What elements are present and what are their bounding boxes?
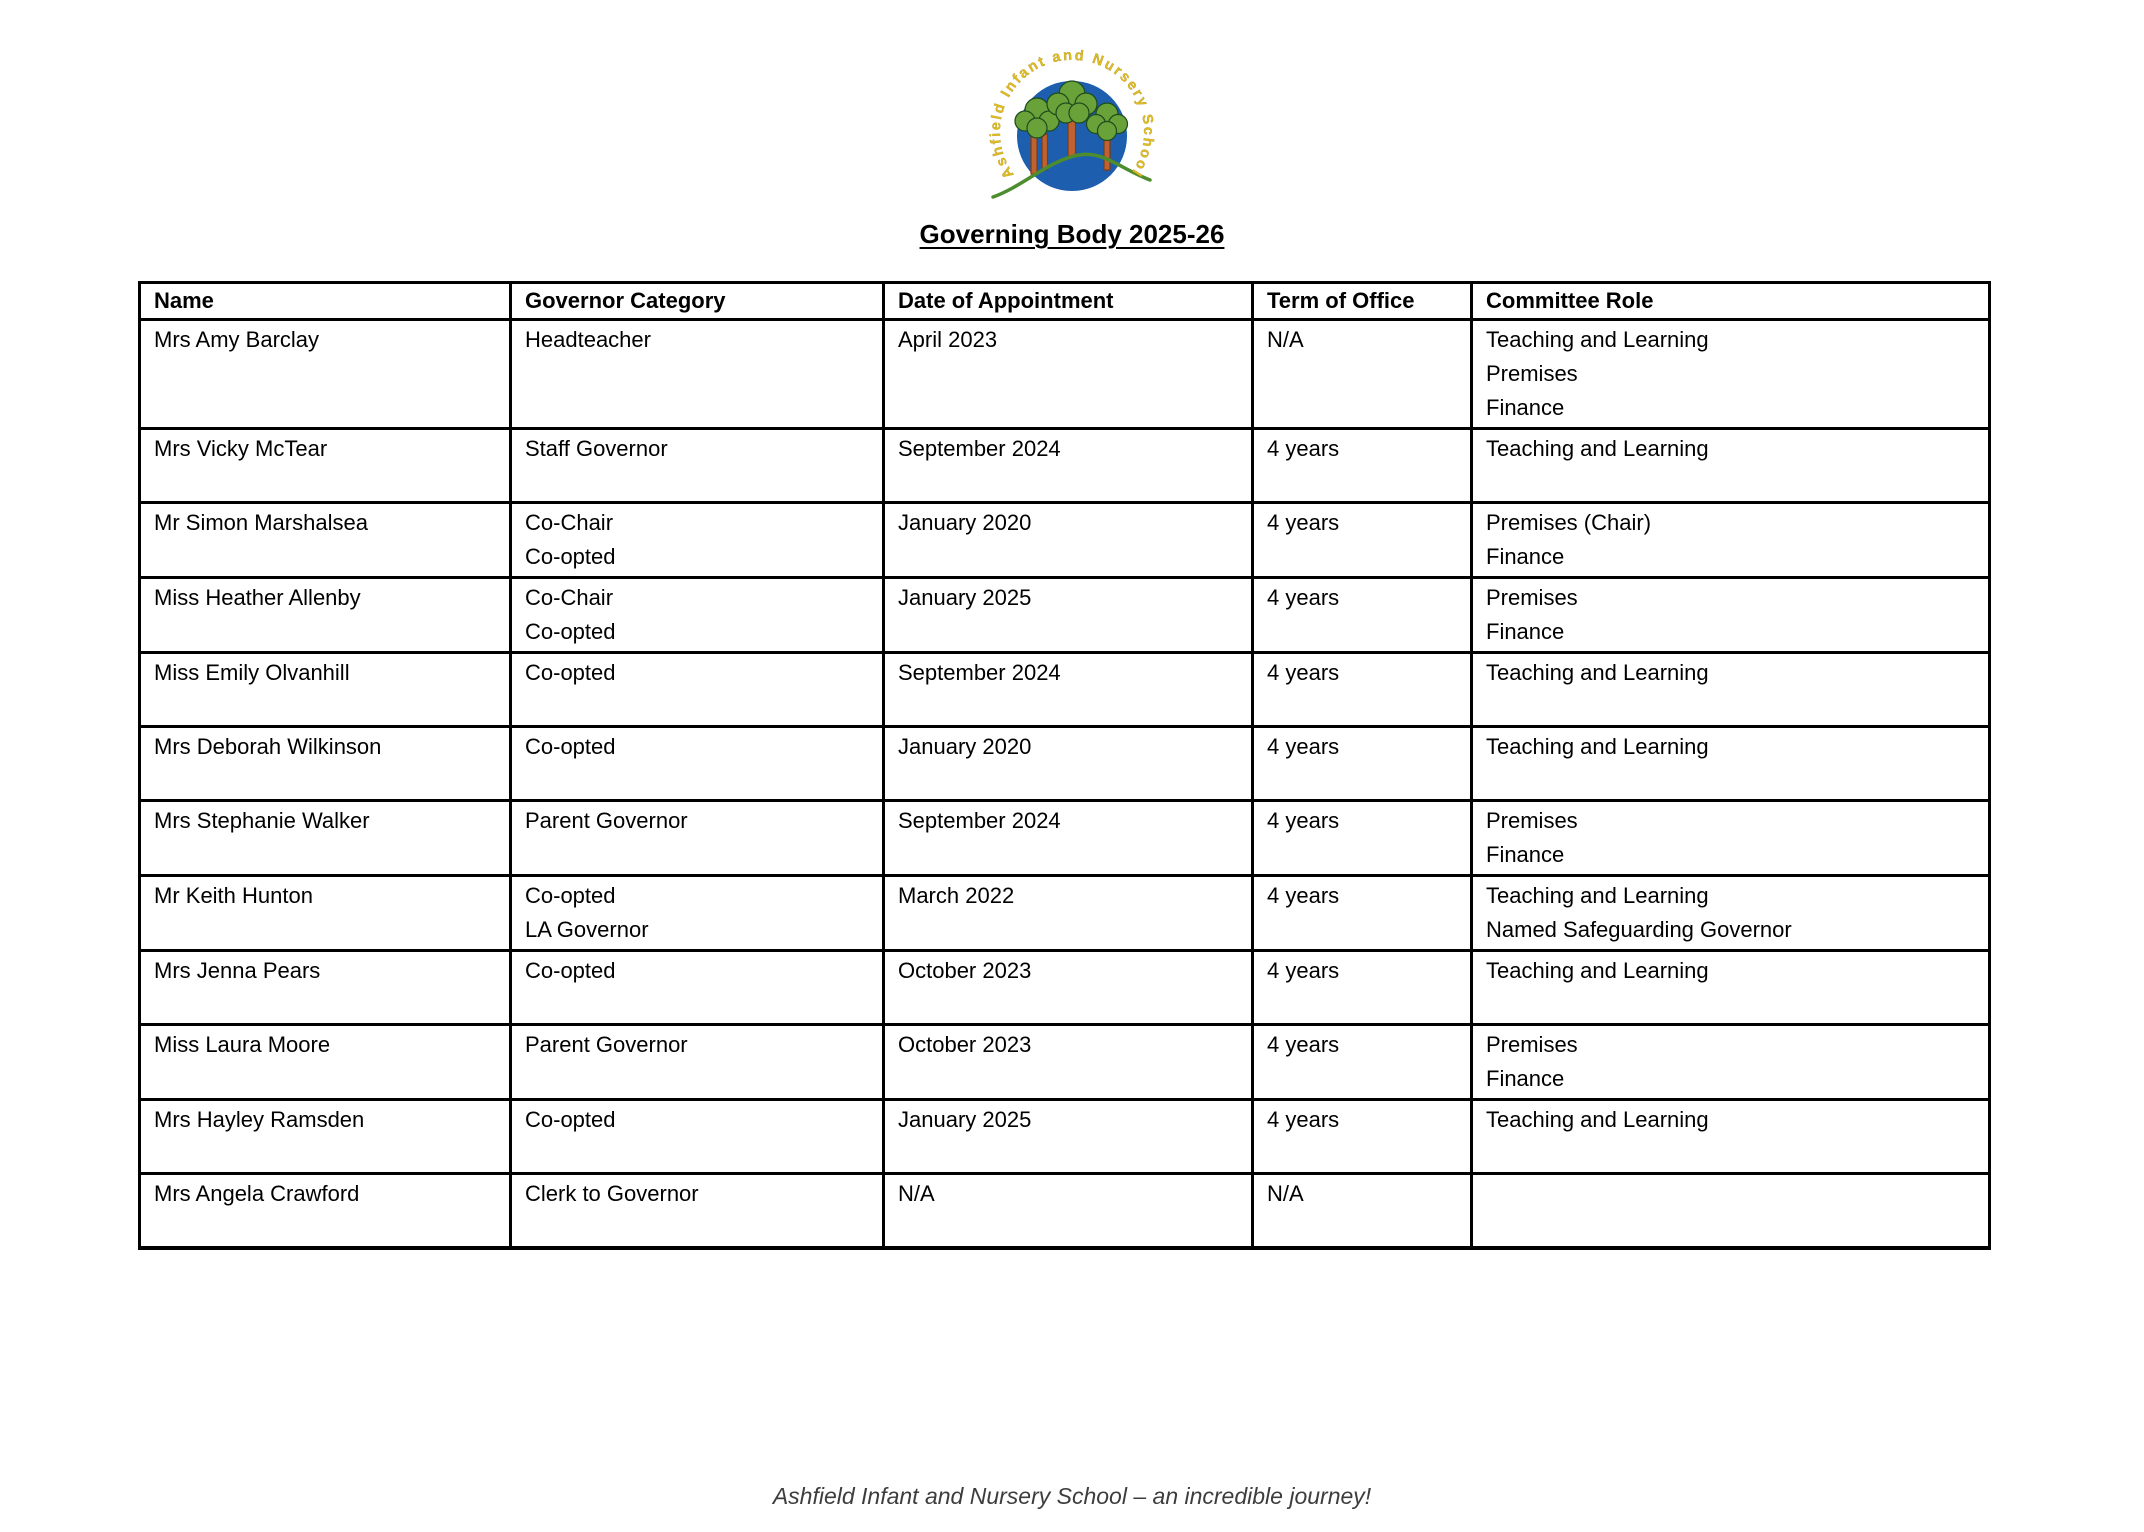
cell-text: Finance: [1486, 395, 1565, 420]
column-header-0: Name: [140, 283, 511, 320]
cell-text: Parent Governor: [525, 808, 688, 833]
cell-text: Mrs Deborah Wilkinson: [154, 734, 382, 759]
cell-text: Co-opted: [525, 958, 616, 983]
cell-committee: [1472, 1174, 1990, 1249]
table-row: [140, 1025, 1990, 1100]
table-row: [140, 727, 1990, 801]
cell-text: 4 years: [1267, 1032, 1340, 1057]
cell-term: [1253, 1174, 1472, 1249]
cell-appointment: [884, 1100, 1253, 1174]
cell-name: [140, 503, 511, 578]
cell-text: Miss Laura Moore: [154, 1032, 331, 1057]
cell-term: [1253, 578, 1472, 653]
cell-text: 4 years: [1267, 660, 1340, 685]
cell-name: [140, 876, 511, 951]
cell-category: [511, 876, 884, 951]
cell-text: Co-opted: [525, 734, 616, 759]
cell-text: Co-opted: [525, 883, 616, 908]
cell-text: Teaching and Learning: [1486, 436, 1709, 461]
cell-appointment: [884, 429, 1253, 503]
cell-text: LA Governor: [525, 917, 649, 942]
cell-category: [511, 429, 884, 503]
cell-name: [140, 801, 511, 876]
cell-text: Co-opted: [525, 544, 616, 569]
cell-text: 4 years: [1267, 808, 1340, 833]
cell-term: [1253, 727, 1472, 801]
cell-text: Finance: [1486, 544, 1565, 569]
cell-category: [511, 951, 884, 1025]
cell-text: September 2024: [898, 660, 1061, 685]
cell-name: [140, 1100, 511, 1174]
cell-category: [511, 1025, 884, 1100]
cell-term: [1253, 429, 1472, 503]
cell-term: [1253, 503, 1472, 578]
cell-text: Mrs Hayley Ramsden: [154, 1107, 365, 1132]
cell-text: N/A: [898, 1181, 935, 1206]
school-logo: [987, 44, 1157, 209]
cell-committee: [1472, 503, 1990, 578]
cell-appointment: [884, 320, 1253, 429]
cell-text: Co-opted: [525, 1107, 616, 1132]
school-logo-image: [987, 44, 1157, 204]
cell-text: Teaching and Learning: [1486, 660, 1709, 685]
cell-term: [1253, 801, 1472, 876]
cell-text: Mrs Jenna Pears: [154, 958, 321, 983]
cell-appointment: [884, 727, 1253, 801]
cell-text: Premises (Chair): [1486, 510, 1652, 535]
cell-term: [1253, 653, 1472, 727]
footer-tagline: Ashfield Infant and Nursery School – an incredible journey!: [772, 1483, 1372, 1509]
cell-text: 4 years: [1267, 734, 1340, 759]
governing-body-table: [138, 281, 1991, 1250]
cell-committee: [1472, 876, 1990, 951]
cell-text: N/A: [1267, 327, 1304, 352]
cell-committee: [1472, 727, 1990, 801]
cell-committee: [1472, 801, 1990, 876]
cell-text: Headteacher: [525, 327, 651, 352]
cell-text: Teaching and Learning: [1486, 1107, 1709, 1132]
logo-arc-text: Ashfield Infant and Nursery School: [987, 47, 1157, 182]
cell-text: March 2022: [898, 883, 1015, 908]
cell-text: 4 years: [1267, 883, 1340, 908]
cell-text: Mr Keith Hunton: [154, 883, 313, 908]
cell-name: [140, 1025, 511, 1100]
cell-text: Premises: [1486, 1032, 1578, 1057]
cell-category: [511, 653, 884, 727]
table-row: [140, 429, 1990, 503]
cell-text: Finance: [1486, 842, 1565, 867]
cell-category: [511, 578, 884, 653]
table-row: [140, 1100, 1990, 1174]
cell-appointment: [884, 653, 1253, 727]
cell-text: Premises: [1486, 361, 1578, 386]
cell-text: Co-opted: [525, 619, 616, 644]
cell-text: Mrs Vicky McTear: [154, 436, 328, 461]
cell-committee: [1472, 951, 1990, 1025]
cell-term: [1253, 1025, 1472, 1100]
cell-name: [140, 727, 511, 801]
cell-text: Mrs Amy Barclay: [154, 327, 320, 352]
cell-appointment: [884, 801, 1253, 876]
table-row: [140, 503, 1990, 578]
cell-text: 4 years: [1267, 585, 1340, 610]
cell-text: Miss Emily Olvanhill: [154, 660, 350, 685]
cell-appointment: [884, 951, 1253, 1025]
column-header-2: Date of Appointment: [884, 283, 1253, 320]
table-row: [140, 876, 1990, 951]
column-header-4: Committee Role: [1472, 283, 1990, 320]
cell-text: Finance: [1486, 619, 1565, 644]
cell-appointment: [884, 503, 1253, 578]
cell-text: Mrs Angela Crawford: [154, 1181, 360, 1206]
cell-text: Staff Governor: [525, 436, 668, 461]
cell-committee: [1472, 429, 1990, 503]
column-header-1: Governor Category: [511, 283, 884, 320]
table-row: [140, 1174, 1990, 1249]
cell-name: [140, 429, 511, 503]
cell-text: Teaching and Learning: [1486, 734, 1709, 759]
cell-text: Clerk to Governor: [525, 1181, 699, 1206]
cell-committee: [1472, 1025, 1990, 1100]
page-title: Governing Body 2025-26: [919, 219, 1225, 249]
cell-text: 4 years: [1267, 510, 1340, 535]
table-row: [140, 578, 1990, 653]
table-row: [140, 951, 1990, 1025]
cell-text: Mr Simon Marshalsea: [154, 510, 368, 535]
cell-text: September 2024: [898, 808, 1061, 833]
cell-text: Teaching and Learning: [1486, 958, 1709, 983]
cell-text: 4 years: [1267, 1107, 1340, 1132]
cell-text: Teaching and Learning: [1486, 327, 1709, 352]
cell-text: October 2023: [898, 958, 1032, 983]
cell-category: [511, 320, 884, 429]
cell-text: Miss Heather Allenby: [154, 585, 361, 610]
cell-committee: [1472, 1100, 1990, 1174]
cell-text: Premises: [1486, 585, 1578, 610]
cell-name: [140, 653, 511, 727]
cell-category: [511, 1100, 884, 1174]
cell-text: September 2024: [898, 436, 1061, 461]
table-row: [140, 801, 1990, 876]
cell-text: October 2023: [898, 1032, 1032, 1057]
cell-committee: [1472, 320, 1990, 429]
column-header-3: Term of Office: [1253, 283, 1472, 320]
cell-text: Finance: [1486, 1066, 1565, 1091]
cell-term: [1253, 1100, 1472, 1174]
table-row: [140, 320, 1990, 429]
cell-text: Teaching and Learning: [1486, 883, 1709, 908]
cell-appointment: [884, 1174, 1253, 1249]
cell-term: [1253, 951, 1472, 1025]
cell-term: [1253, 320, 1472, 429]
cell-text: Mrs Stephanie Walker: [154, 808, 370, 833]
cell-name: [140, 578, 511, 653]
cell-text: Co-Chair: [525, 585, 614, 610]
cell-text: Co-Chair: [525, 510, 614, 535]
cell-text: January 2025: [898, 1107, 1032, 1132]
cell-category: [511, 727, 884, 801]
cell-name: [140, 951, 511, 1025]
cell-text: Parent Governor: [525, 1032, 688, 1057]
cell-text: 4 years: [1267, 958, 1340, 983]
cell-category: [511, 1174, 884, 1249]
cell-text: January 2025: [898, 585, 1032, 610]
cell-text: Named Safeguarding Governor: [1486, 917, 1792, 942]
cell-name: [140, 320, 511, 429]
cell-category: [511, 801, 884, 876]
table-row: [140, 653, 1990, 727]
cell-category: [511, 503, 884, 578]
cell-appointment: [884, 1025, 1253, 1100]
cell-text: January 2020: [898, 510, 1032, 535]
cell-text: N/A: [1267, 1181, 1304, 1206]
cell-term: [1253, 876, 1472, 951]
cell-committee: [1472, 653, 1990, 727]
cell-committee: [1472, 578, 1990, 653]
cell-text: 4 years: [1267, 436, 1340, 461]
cell-text: April 2023: [898, 327, 998, 352]
cell-appointment: [884, 578, 1253, 653]
cell-text: Co-opted: [525, 660, 616, 685]
cell-name: [140, 1174, 511, 1249]
cell-appointment: [884, 876, 1253, 951]
cell-text: January 2020: [898, 734, 1032, 759]
cell-text: Premises: [1486, 808, 1578, 833]
table-header-row: [140, 283, 1990, 320]
